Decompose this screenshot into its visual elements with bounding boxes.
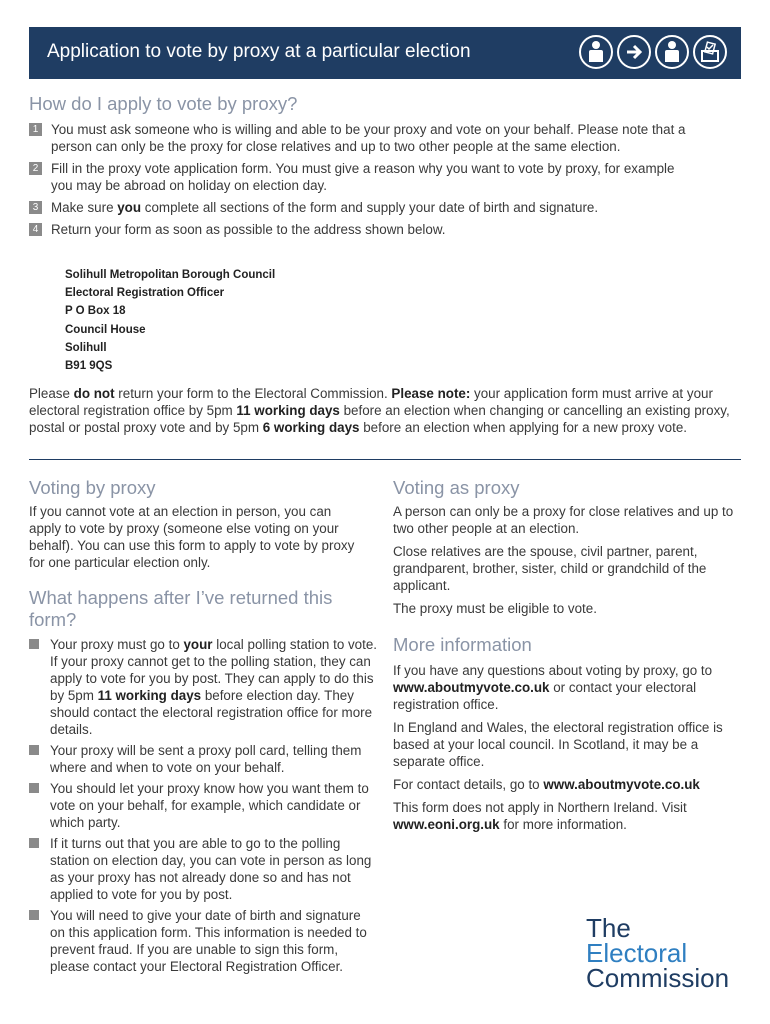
person-icon [655,35,689,69]
logo-line: Commission [586,963,730,993]
step-text: Return your form as soon as possible to the address shown below. [51,222,446,237]
ballot-box-icon [693,35,727,69]
step-item [29,221,719,238]
step-text: Make sure you complete all sections of the form and supply your date of birth and signature. [51,200,599,215]
address-line: P O Box 18 [65,305,126,318]
bullet-square [29,838,39,848]
paragraph: This form does not apply in Northern Ireland. Visit www.eoni.org.uk for more information. [393,800,687,832]
list-item-text: You should let your proxy know how you want them to vote on your behalf, for example, which candidate or which party. [50,781,369,830]
list-item [29,780,379,831]
electoral-commission-logo [586,913,730,993]
address-line: Solihull [65,341,107,354]
form-title: Application to vote by proxy at a particular election [47,41,471,62]
step-number: 4 [29,223,42,236]
paragraph: Close relatives are the spouse, civil partner, parent, grandparent, brother, sister, child or grandchild of the applicant. [393,544,707,593]
aboutmyvote-link[interactable]: www.aboutmyvote.co.uk [543,777,700,792]
list-item [29,636,379,738]
address-line: B91 9QS [65,360,113,373]
header-icons [579,35,727,69]
step-item [29,121,719,155]
person-icon [579,35,613,69]
list-item [29,742,379,776]
eoni-link[interactable]: www.eoni.org.uk [393,817,500,832]
step-number: 3 [29,201,42,214]
what-happens-heading: What happens after I’ve returned this form? [29,587,333,630]
voting-as-proxy-heading: Voting as proxy [393,477,520,498]
return-address [65,266,275,375]
how-to-apply-heading: How do I apply to vote by proxy? [29,93,298,114]
more-information-heading: More information [393,634,532,655]
deadline-note: Please do not return your form to the Electoral Commission. Please note: your application form must arrive at your electoral registration office by 5pm 11 working days before an election when changing or cancelling an existing proxy, postal or postal proxy vote and by 5pm 6 working days before an election when applying for a new proxy vote. [29,386,730,435]
list-item-text: Your proxy will be sent a proxy poll card, telling them where and when to vote on your behalf. [50,743,362,775]
page-header [29,27,741,79]
bullet-square [29,783,39,793]
aboutmyvote-link[interactable]: www.aboutmyvote.co.uk [393,680,550,695]
paragraph: A person can only be a proxy for close relatives and up to two other people at an election. [393,504,734,536]
more-information-text [393,662,738,839]
section-divider [29,459,741,460]
paragraph: If you have any questions about voting by proxy, go to www.aboutmyvote.co.uk or contact your electoral registration office. [393,663,713,712]
paragraph: For contact details, go to www.aboutmyvote.co.uk [393,777,700,792]
address-line: Solihull Metropolitan Borough Council [65,269,276,281]
paragraph: In England and Wales, the electoral registration office is based at your local council. In Scotland, it may be a separate office. [393,720,723,769]
logo-line: Electoral [586,938,688,968]
what-happens-list [29,636,379,979]
application-steps [29,121,719,243]
paragraph: The proxy must be eligible to vote. [393,601,597,616]
list-item-text: If it turns out that you are able to go to the polling station on election day, you can vote in person as long as your proxy has not already done so and has not applied to vote for you by post. [50,836,372,902]
step-item [29,199,719,216]
step-number: 1 [29,123,42,136]
bullet-square [29,639,39,649]
logo-line: The [586,913,631,943]
address-line: Council House [65,323,146,336]
voting-as-proxy-text [393,503,738,623]
step-item [29,160,719,194]
voting-by-proxy-text: If you cannot vote at an election in person, you can apply to vote by proxy (someone else voting on your behalf). You can use this form to apply to vote by proxy for one particular election only. [29,504,355,570]
list-item-text: You will need to give your date of birth and signature on this application form. This information is needed to prevent fraud. If you are unable to sign this form, please contact your Electoral Registration Officer. [50,908,367,974]
address-line: Electoral Registration Officer [65,287,225,300]
list-item [29,907,379,975]
list-item-text: Your proxy must go to your local polling station to vote. If your proxy cannot get to the polling station, they can apply to vote for you by post. They can apply to do this by 5pm 11 working days before election day. They should contact the electoral registration office for more details. [50,637,378,737]
list-item [29,835,379,903]
bullet-square [29,910,39,920]
arrow-right-icon [617,35,651,69]
step-text: Fill in the proxy vote application form. You must give a reason why you want to vote by proxy, for example you may be abroad on holiday on election day. [51,161,675,193]
step-text: You must ask someone who is willing and able to be your proxy and vote on your behalf. Please note that a person can only be the proxy for close relatives and up to two other people at the same election. [51,122,686,154]
voting-by-proxy-heading: Voting by proxy [29,477,156,498]
step-number: 2 [29,162,42,175]
bullet-square [29,745,39,755]
